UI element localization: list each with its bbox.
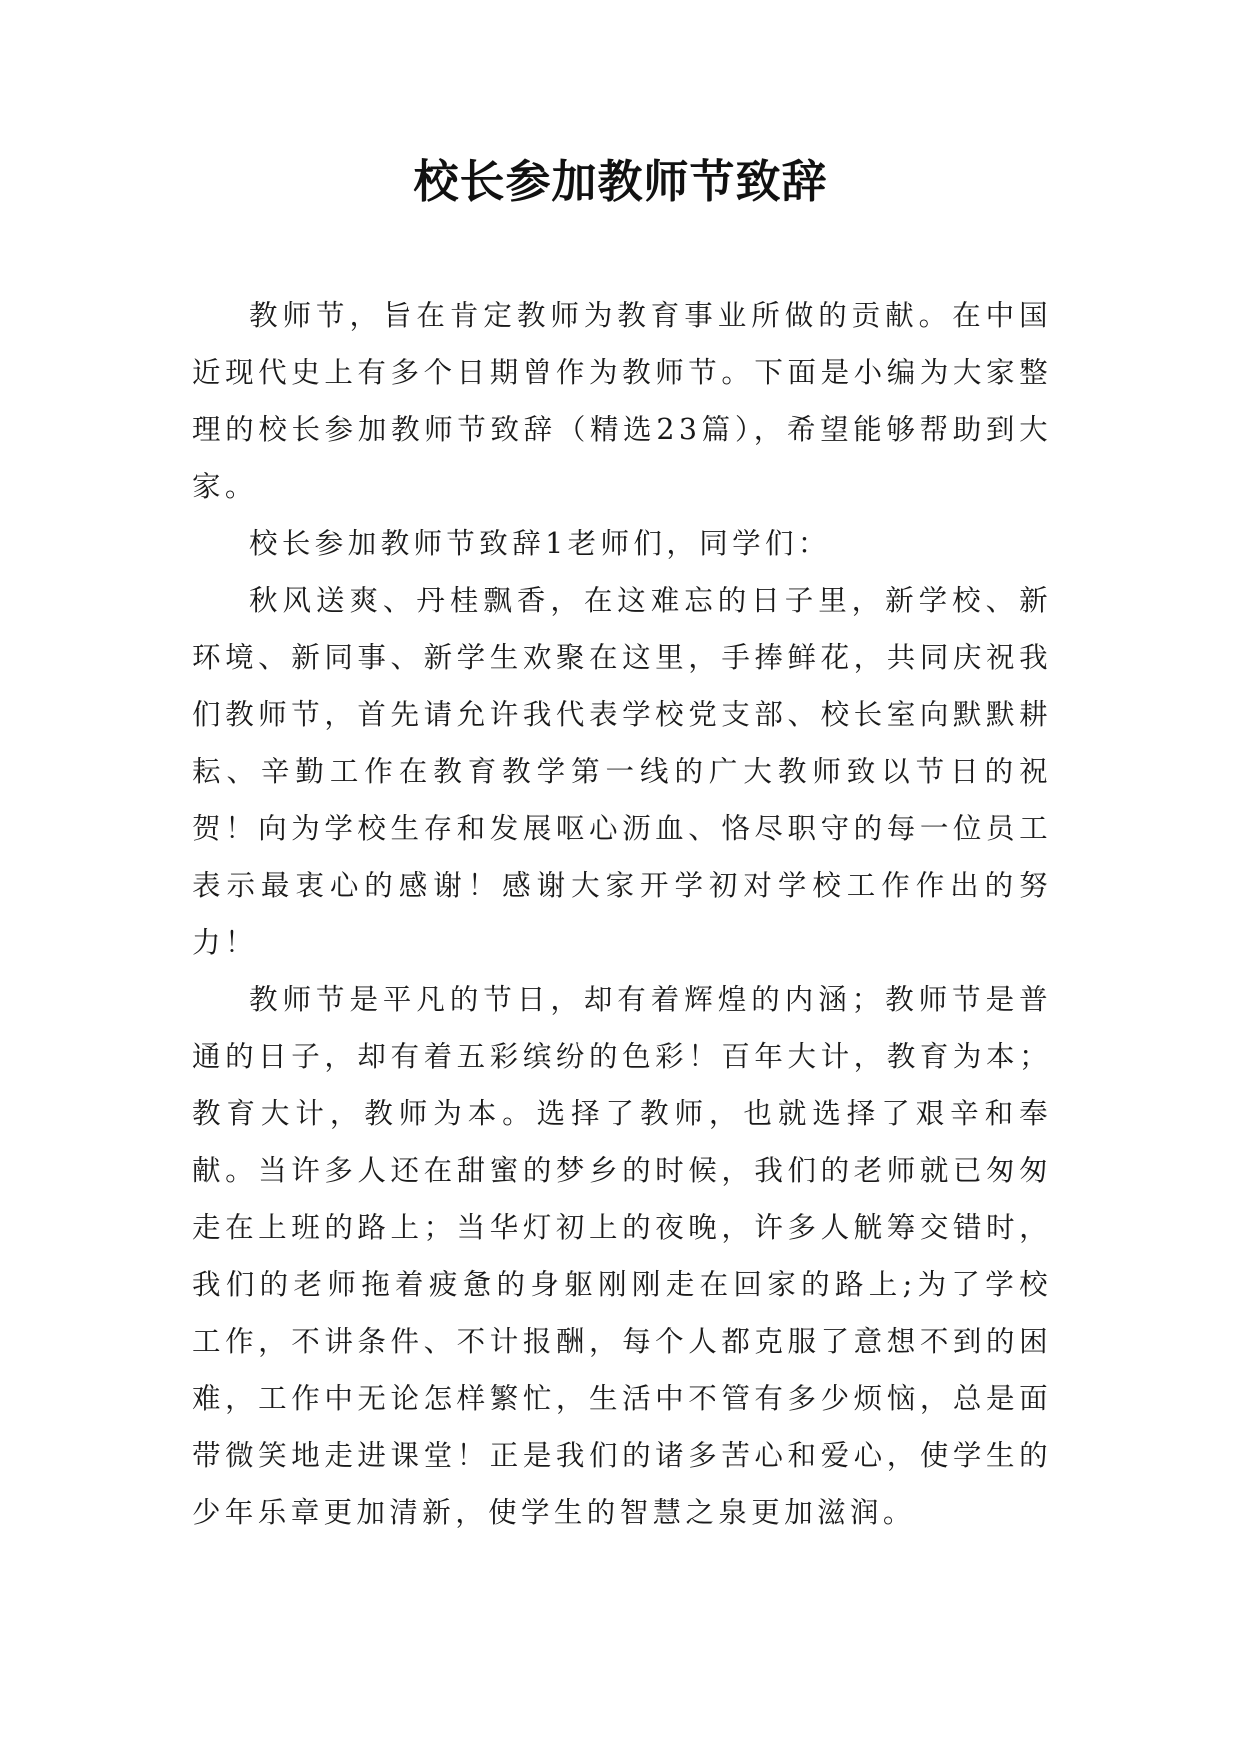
body-paragraph: 秋风送爽、丹桂飘香，在这难忘的日子里，新学校、新环境、新同事、新学生欢聚在这里，手捧鲜花，共同庆祝我们教师节，首先请允许我代表学校党支部、校长室向默默耕耘、辛勤工作在教育教学第一线的广大教师致以节日的祝贺！向为学校生存和发展呕心沥血、恪尽职守的每一位员工表示最衷心的感谢！感谢大家开学初对学校工作作出的努力！: [192, 584, 1052, 959]
body-paragraph: 教师节是平凡的节日，却有着辉煌的内涵；教师节是普通的日子，却有着五彩缤纷的色彩！百年大计，教育为本；教育大计，教师为本。选择了教师，也就选择了艰辛和奉献。当许多人还在甜蜜的梦乡的时候，我们的老师就已匆匆走在上班的路上；当华灯初上的夜晚，许多人觥筹交错时，我们的老师拖着疲惫的身躯刚刚走在回家的路上;为了学校工作，不讲条件、不计报酬，每个人都克服了意想不到的困难，工作中无论怎样繁忙，生活中不管有多少烦恼，总是面带微笑地走进课堂！正是我们的诸多苦心和爱心，使学生的少年乐章更加清新，使学生的智慧之泉更加滋润。: [192, 983, 1052, 1529]
document-title: 校长参加教师节致辞: [413, 155, 828, 208]
speech-heading-paragraph: 校长参加教师节致辞1老师们，同学们：: [249, 527, 831, 560]
intro-paragraph: 教师节，旨在肯定教师为教育事业所做的贡献。在中国近现代史上有多个日期曾作为教师节。下面是小编为大家整理的校长参加教师节致辞（精选23篇），希望能够帮助到大家。: [192, 299, 1052, 503]
document-body: [192, 287, 1052, 1541]
